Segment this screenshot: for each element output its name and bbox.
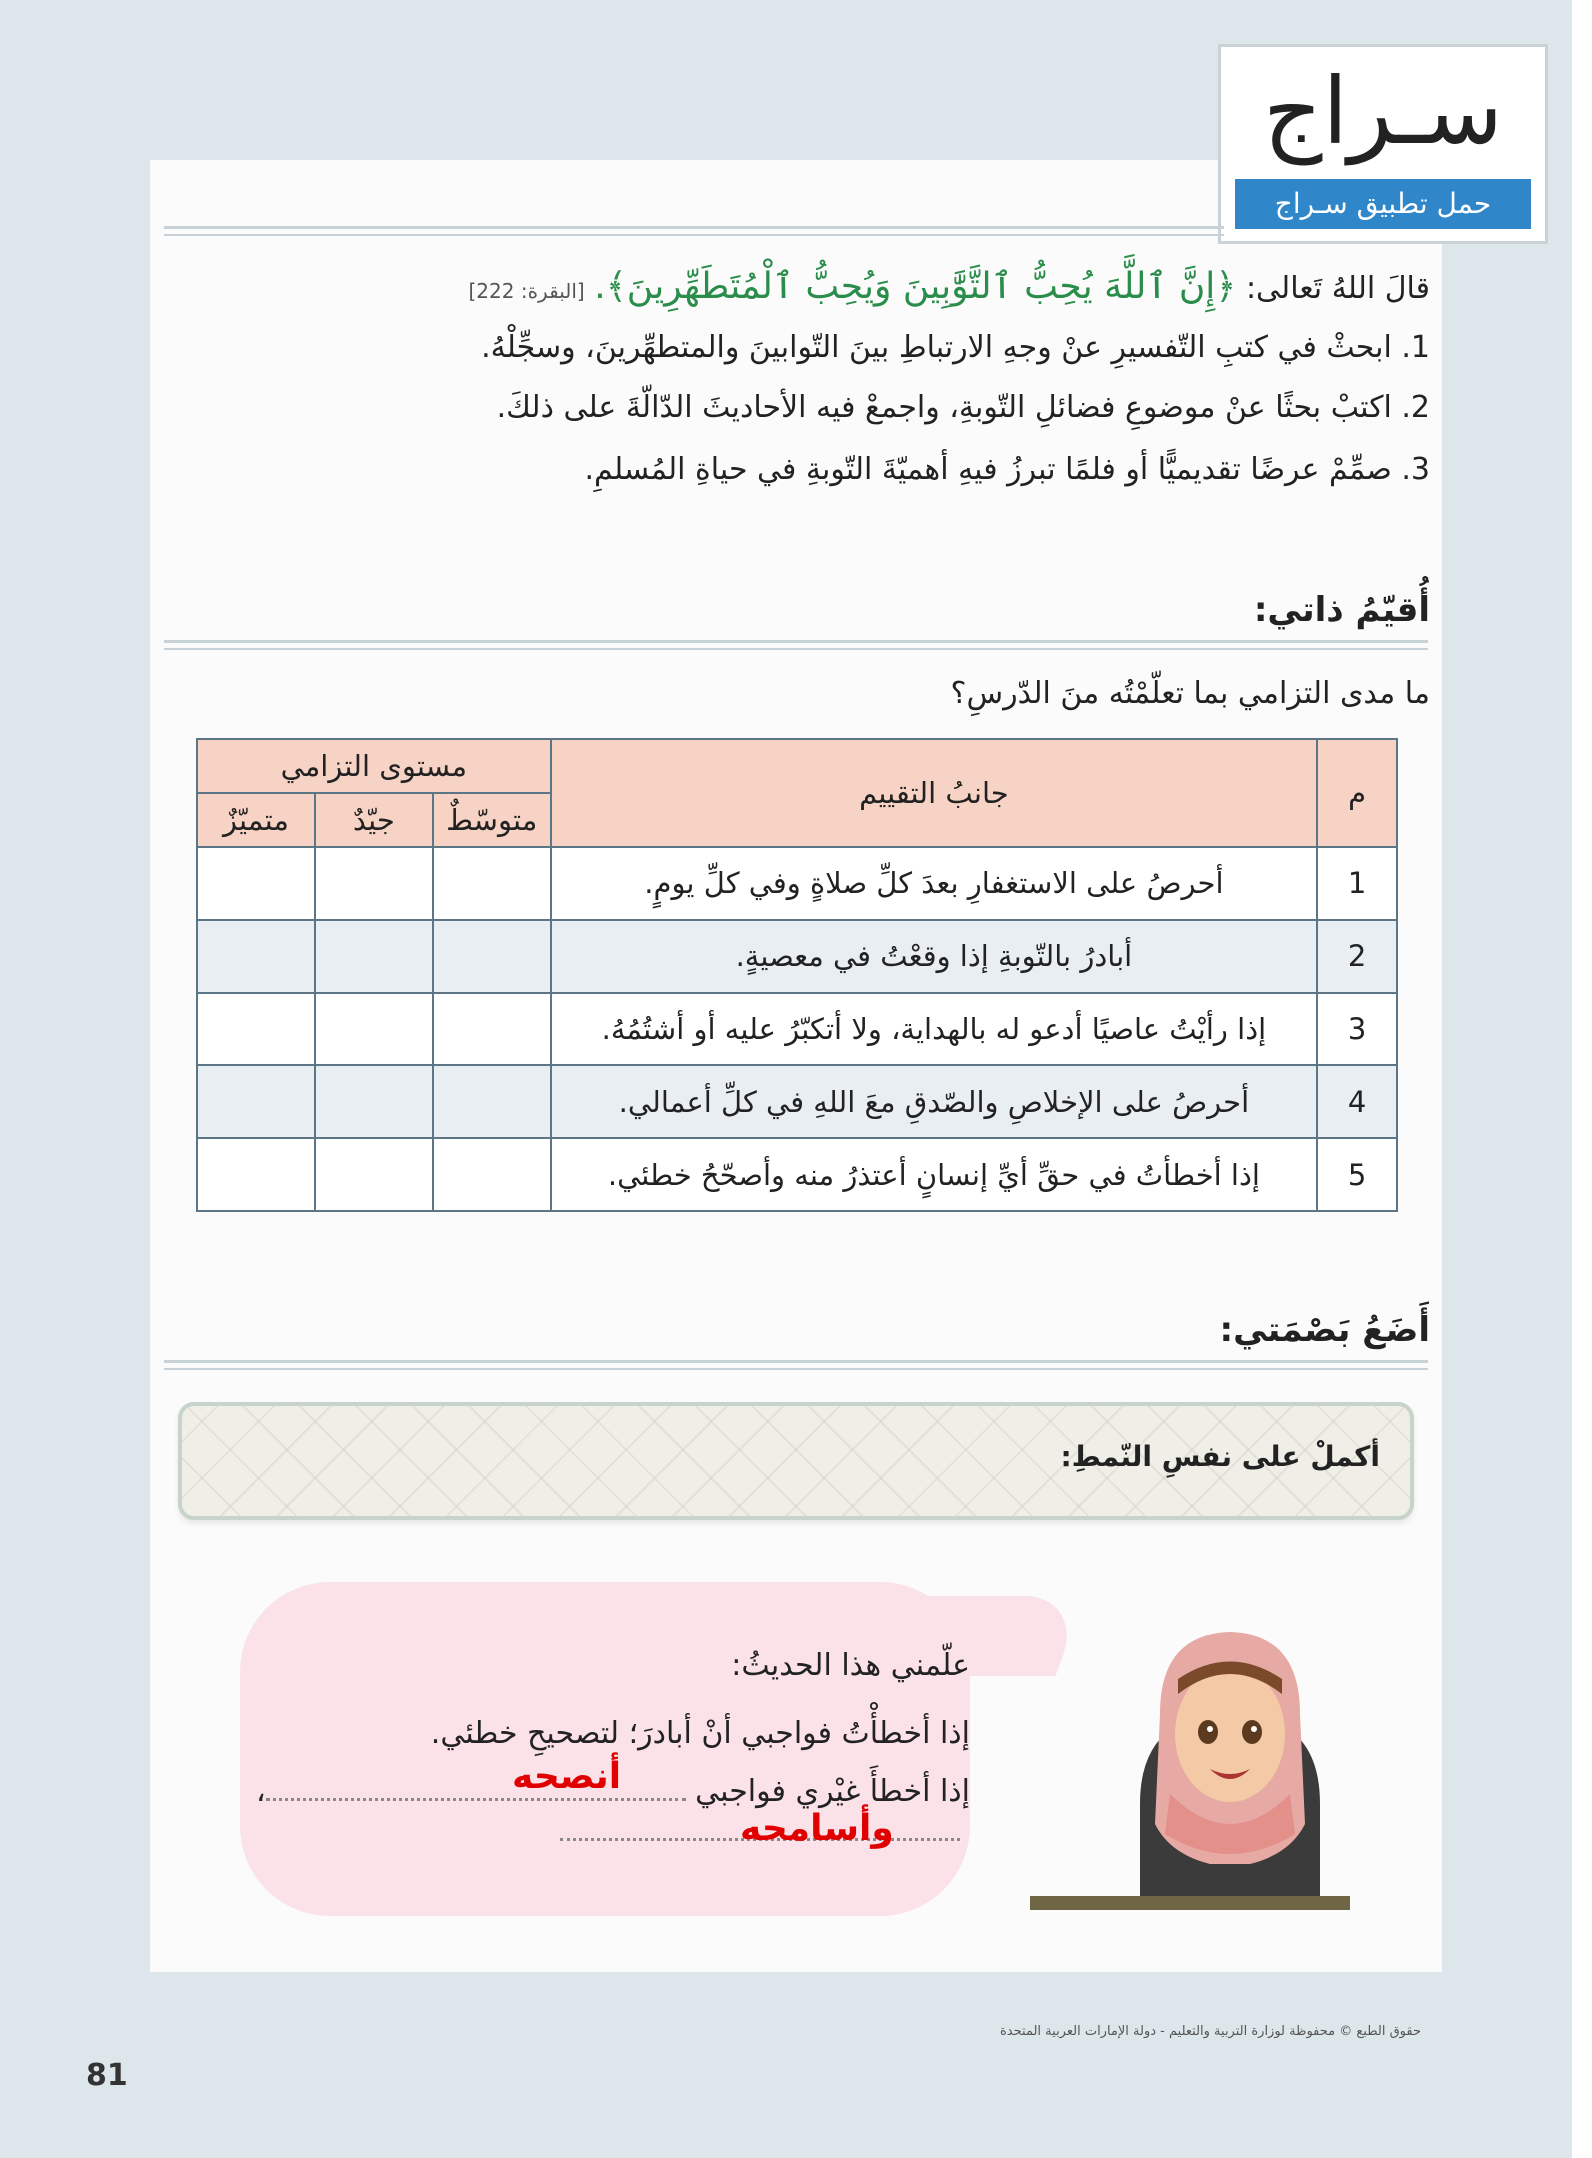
table-row	[197, 1138, 1397, 1211]
verse-line	[468, 266, 1430, 307]
level-good: جيّدٌ	[315, 793, 433, 847]
verse-intro: قالَ اللهُ تَعالى:	[1245, 271, 1430, 306]
table-row	[197, 1065, 1397, 1138]
top-rule	[164, 226, 1224, 229]
check-cell[interactable]	[433, 920, 551, 993]
self-eval-question: ما مدى التزامي بما تعلّمْتُه منَ الدّرسِ؟	[950, 676, 1430, 711]
handwritten-answer-1: أنصحه	[512, 1756, 622, 1797]
page-edge	[1572, 0, 1592, 2158]
check-cell[interactable]	[315, 1065, 433, 1138]
row-aspect: إذا رأيْتُ عاصيًا أدعو له بالهداية، ولا أتكبّرُ عليه أو أشتُمُهُ.	[551, 993, 1317, 1066]
pattern-box	[178, 1402, 1414, 1520]
pattern-label: أكملْ على نفسِ النّمطِ:	[1060, 1440, 1380, 1473]
bubble-line-2: إذا أخطأْتُ فواجبي أنْ أبادرَ؛ لتصحيحِ خطئي.	[430, 1716, 970, 1751]
check-cell[interactable]	[315, 847, 433, 920]
col-level-header: مستوى التزامي	[197, 739, 551, 793]
level-excellent: متميّزٌ	[197, 793, 315, 847]
check-cell[interactable]	[197, 847, 315, 920]
check-cell[interactable]	[197, 920, 315, 993]
copyright-note: حقوق الطبع © محفوظة لوزارة التربية والتعليم - دولة الإمارات العربية المتحدة	[1000, 2024, 1422, 2039]
handwritten-answer-2: وأسامحه	[740, 1808, 894, 1849]
check-cell[interactable]	[197, 993, 315, 1066]
table-row	[197, 920, 1397, 993]
level-average: متوسّطٌ	[433, 793, 551, 847]
self-eval-table	[196, 738, 1398, 1212]
row-number: 4	[1317, 1065, 1397, 1138]
task-3: 3. صمِّمْ عرضًا تقديميًّا أو فلمًا تبرزُ فيهِ أهميّةَ التّوبةِ في حياةِ المُسلمِ.	[584, 452, 1430, 487]
check-cell[interactable]	[433, 1065, 551, 1138]
imprint-heading: أَضَعُ بَصْمَتي:	[1219, 1310, 1430, 1350]
col-num-header: م	[1317, 739, 1397, 847]
row-aspect: أبادرُ بالتّوبةِ إذا وقعْتُ في معصيةٍ.	[551, 920, 1317, 993]
table-row	[197, 847, 1397, 920]
top-rule-2	[164, 234, 1224, 236]
task-1: 1. ابحثْ في كتبِ التّفسيرِ عنْ وجهِ الارتباطِ بينَ التّوابينَ والمتطهِّرينَ، وسجِّلْهُ.	[481, 330, 1430, 365]
check-cell[interactable]	[433, 847, 551, 920]
bubble-line-3-text: إذا أخطأَ غيْري فواجبي	[695, 1774, 970, 1809]
bubble-line-3-comma: ،	[255, 1774, 266, 1809]
check-cell[interactable]	[315, 1138, 433, 1211]
imprint-rule-2	[164, 1368, 1428, 1370]
logo-download-bar[interactable]: حمل تطبيق سـراج	[1235, 179, 1531, 229]
row-aspect: أحرصُ على الاستغفارِ بعدَ كلِّ صلاةٍ وفي كلِّ يومٍ.	[551, 847, 1317, 920]
row-aspect: أحرصُ على الإخلاصِ والصّدقِ معَ اللهِ في كلِّ أعمالي.	[551, 1065, 1317, 1138]
check-cell[interactable]	[315, 993, 433, 1066]
bubble-line-1: علّمني هذا الحديثُ:	[731, 1648, 970, 1683]
check-cell[interactable]	[433, 1138, 551, 1211]
row-aspect: إذا أخطأتُ في حقِّ أيِّ إنسانٍ أعتذرُ منه وأصحّحُ خطئي.	[551, 1138, 1317, 1211]
verse-reference: [البقرة: 222]	[468, 279, 585, 303]
col-aspect-header: جانبُ التقييم	[551, 739, 1317, 847]
page-number: 81	[86, 2058, 128, 2093]
logo-word: سـراج	[1263, 58, 1503, 165]
task-2: 2. اكتبْ بحثًا عنْ موضوعِ فضائلِ التّوبةِ، واجمعْ فيه الأحاديثَ الدّالّةَ على ذلكَ.	[496, 390, 1430, 425]
self-eval-rule	[164, 640, 1428, 643]
siraj-logo[interactable]	[1218, 44, 1548, 244]
row-number: 5	[1317, 1138, 1397, 1211]
check-cell[interactable]	[315, 920, 433, 993]
imprint-rule	[164, 1360, 1428, 1363]
table-row	[197, 993, 1397, 1066]
row-number: 3	[1317, 993, 1397, 1066]
quran-verse: ﴿إِنَّ ٱللَّهَ يُحِبُّ ٱلتَّوَّٰبِينَ وَيُحِبُّ ٱلْمُتَطَهِّرِينَ﴾.	[594, 266, 1237, 307]
girl-illustration	[1100, 1624, 1360, 1904]
check-cell[interactable]	[433, 993, 551, 1066]
answer-blank[interactable]	[266, 1798, 686, 1801]
self-eval-heading: أُقيّمُ ذاتي:	[1253, 590, 1430, 630]
self-eval-rule-2	[164, 648, 1428, 650]
check-cell[interactable]	[197, 1065, 315, 1138]
row-number: 2	[1317, 920, 1397, 993]
check-cell[interactable]	[197, 1138, 315, 1211]
floor-bar	[1030, 1896, 1350, 1910]
row-number: 1	[1317, 847, 1397, 920]
